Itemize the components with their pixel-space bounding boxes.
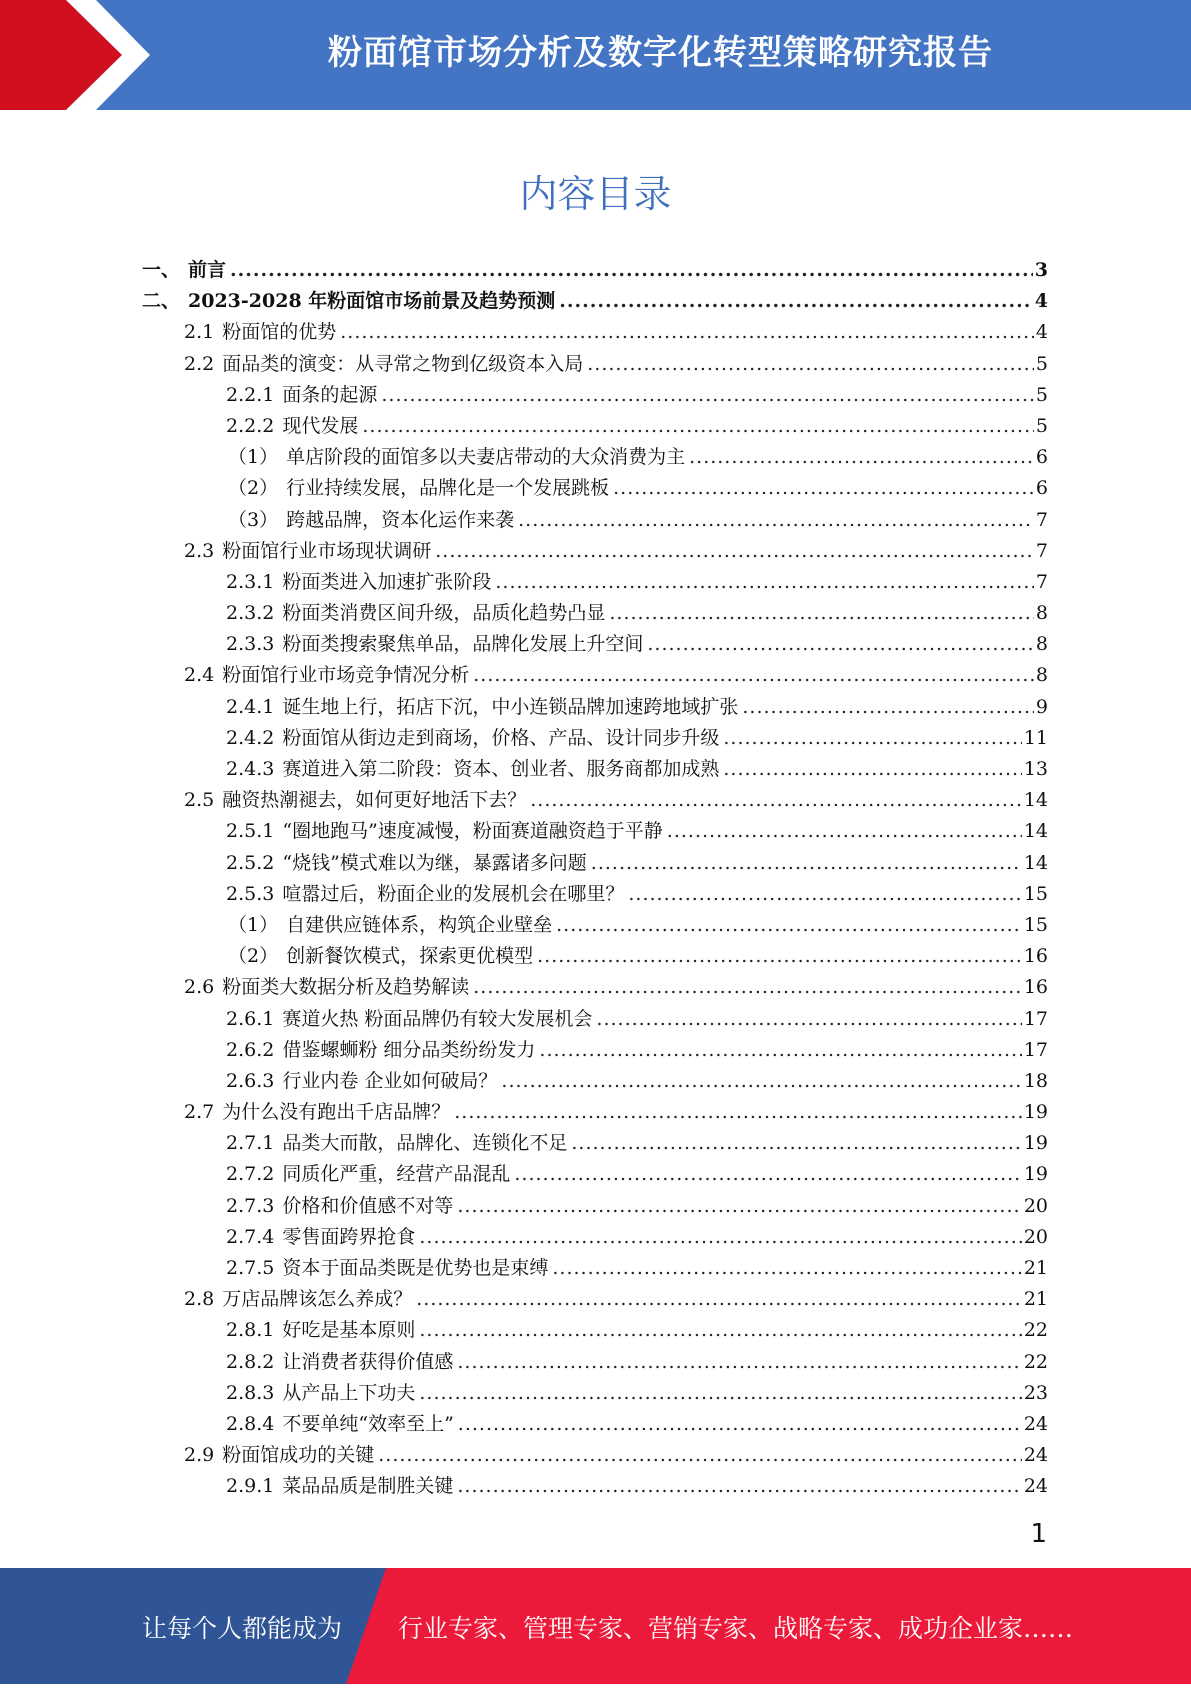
toc-dot-leader — [609, 598, 1034, 629]
toc-entry[interactable] — [142, 660, 1048, 691]
toc-entry-page: 13 — [1023, 758, 1048, 780]
toc-entry-label: 面品类的演变：从寻常之物到亿级资本入局 — [222, 352, 584, 375]
toc-entry-number: 2.3.1 — [226, 570, 275, 593]
toc-entry[interactable] — [142, 941, 1048, 972]
toc-dot-leader — [501, 1066, 1021, 1097]
toc-entry[interactable] — [142, 411, 1048, 442]
toc-entry[interactable] — [142, 1347, 1048, 1378]
toc-entry-label: 粉面类大数据分析及趋势解读 — [222, 976, 470, 999]
toc-entry-label: 粉面馆行业市场现状调研 — [222, 539, 432, 562]
toc-entry-number: （2） — [228, 945, 279, 968]
toc-entry-number: 2.7.5 — [226, 1257, 275, 1279]
toc-entry-page: 19 — [1023, 1132, 1048, 1155]
toc-entry-page: 16 — [1023, 945, 1048, 968]
toc-entry-label: 从产品上下功夫 — [282, 1381, 416, 1404]
toc-entry[interactable] — [142, 1378, 1048, 1409]
table-of-contents — [142, 255, 1048, 1503]
toc-entry[interactable] — [142, 286, 1048, 317]
toc-entry-page: 15 — [1023, 882, 1048, 905]
toc-entry-number: 2.4.3 — [226, 758, 275, 780]
toc-entry-page: 8 — [1035, 602, 1048, 625]
toc-entry[interactable] — [142, 536, 1048, 567]
toc-entry-page: 7 — [1035, 570, 1048, 593]
toc-entry-label: 跨越品牌，资本化运作来袭 — [286, 508, 515, 531]
toc-entry[interactable] — [142, 629, 1048, 660]
toc-entry-label: 喧嚣过后，粉面企业的发展机会在哪里？ — [282, 882, 625, 905]
toc-entry-label: 价格和价值感不对等 — [282, 1194, 454, 1217]
toc-dot-leader — [514, 1159, 1021, 1190]
toc-dot-leader — [723, 723, 1021, 754]
toc-entry-number: 2.4 — [184, 664, 215, 687]
toc-entry-label: 赛道火热 粉面品牌仍有较大发展机会 — [282, 1007, 593, 1030]
toc-entry-number: 2.7.2 — [226, 1163, 275, 1186]
toc-entry-number: （2） — [228, 477, 279, 500]
toc-entry-number: 2.9.1 — [226, 1475, 275, 1498]
toc-title: 内容目录 — [519, 172, 672, 216]
toc-entry[interactable] — [142, 473, 1048, 504]
toc-entry[interactable] — [142, 1222, 1048, 1253]
toc-dot-leader — [458, 1409, 1022, 1440]
toc-entry-page: 23 — [1023, 1381, 1048, 1404]
toc-entry-label: 融资热潮褪去，如何更好地活下去？ — [222, 789, 527, 812]
toc-dot-leader — [723, 754, 1021, 785]
footer-slogan-left: 让每个人都能成为 — [142, 1614, 343, 1643]
toc-entry-label: 自建供应链体系，构筑企业壁垒 — [286, 913, 553, 936]
toc-entry-label: 万店品牌该怎么养成？ — [222, 1288, 413, 1311]
toc-entry[interactable] — [142, 505, 1048, 536]
toc-entry-number: 2.4.1 — [226, 695, 275, 718]
toc-entry[interactable] — [142, 317, 1048, 348]
toc-entry-number: 2.7.3 — [226, 1194, 275, 1217]
toc-entry-number: 2.7.1 — [226, 1132, 275, 1155]
toc-entry-number: 2.2 — [184, 352, 215, 375]
toc-entry-number: 二、 — [142, 290, 181, 313]
toc-entry-number: 2.6.2 — [226, 1038, 275, 1061]
toc-dot-leader — [613, 473, 1034, 504]
toc-dot-leader — [457, 1347, 1021, 1378]
toc-dot-leader — [559, 286, 1032, 317]
toc-entry[interactable] — [142, 1097, 1048, 1128]
toc-dot-leader — [454, 1097, 1022, 1128]
toc-entry-page: 22 — [1023, 1350, 1048, 1373]
toc-entry-page: 11 — [1023, 726, 1048, 749]
toc-entry-page: 21 — [1023, 1257, 1048, 1279]
toc-dot-leader — [419, 1222, 1021, 1253]
toc-entry-page: 17 — [1023, 1007, 1048, 1030]
toc-dot-leader — [419, 1315, 1021, 1346]
toc-entry-page: 24 — [1023, 1412, 1048, 1435]
toc-entry-page: 4 — [1035, 321, 1048, 344]
toc-entry-label: 前言 — [188, 259, 227, 281]
toc-entry-page: 14 — [1023, 789, 1048, 812]
toc-entry-page: 5 — [1035, 383, 1048, 406]
toc-entry[interactable] — [142, 442, 1048, 473]
toc-entry-label: 粉面馆成功的关键 — [222, 1444, 375, 1467]
toc-entry[interactable] — [142, 816, 1048, 847]
toc-entry-label: 创新餐饮模式，探索更优模型 — [286, 945, 534, 968]
toc-entry-page: 5 — [1035, 414, 1048, 437]
toc-entry[interactable] — [142, 879, 1048, 910]
toc-entry-page: 8 — [1035, 633, 1048, 656]
toc-dot-leader — [473, 660, 1034, 691]
toc-entry-label: 行业持续发展，品牌化是一个发展跳板 — [286, 477, 610, 500]
toc-entry-page: 15 — [1023, 913, 1048, 936]
toc-entry[interactable] — [142, 567, 1048, 598]
toc-entry-number: 2.2.2 — [226, 414, 275, 437]
toc-entry-page: 14 — [1023, 851, 1048, 874]
toc-entry[interactable] — [142, 785, 1048, 816]
toc-entry-number: 2.8.4 — [226, 1412, 275, 1435]
toc-entry-number: 2.7.4 — [226, 1225, 275, 1248]
toc-entry-page: 24 — [1023, 1444, 1048, 1467]
toc-entry[interactable] — [142, 848, 1048, 879]
toc-entry-number: 2.1 — [184, 321, 215, 344]
toc-dot-leader — [419, 1378, 1021, 1409]
toc-entry-label: 2023-2028 年粉面馆市场前景及趋势预测 — [188, 290, 556, 313]
toc-entry-label: 粉面类搜索聚焦单品，品牌化发展上升空间 — [282, 633, 644, 656]
toc-entry-label: 好吃是基本原则 — [282, 1319, 416, 1342]
toc-dot-leader — [457, 1191, 1021, 1222]
toc-dot-leader — [457, 1471, 1021, 1502]
toc-entry[interactable] — [142, 910, 1048, 941]
toc-entry-number: 2.3.3 — [226, 633, 275, 656]
toc-dot-leader — [230, 255, 1033, 286]
toc-entry-number: 2.6 — [184, 976, 215, 999]
toc-entry[interactable] — [142, 1159, 1048, 1190]
toc-entry-page: 6 — [1035, 477, 1048, 500]
toc-dot-leader — [362, 411, 1034, 442]
toc-dot-leader — [378, 1440, 1022, 1471]
footer-slogan-right: 行业专家、管理专家、营销专家、战略专家、成功企业家…… — [398, 1614, 1074, 1643]
toc-entry[interactable] — [142, 1128, 1048, 1159]
toc-entry-page: 7 — [1035, 508, 1048, 531]
toc-entry[interactable] — [142, 723, 1048, 754]
toc-entry[interactable] — [142, 1409, 1048, 1440]
report-title: 粉面馆市场分析及数字化转型策略研究报告 — [328, 33, 993, 73]
toc-dot-leader — [518, 505, 1034, 536]
toc-dot-leader — [647, 629, 1034, 660]
toc-entry-label: 行业内卷 企业如何破局？ — [282, 1069, 498, 1092]
toc-entry-label: 借鉴螺蛳粉 细分品类纷纷发力 — [282, 1038, 536, 1061]
toc-dot-leader — [416, 1284, 1022, 1315]
toc-entry[interactable] — [142, 598, 1048, 629]
toc-entry-label: 粉面类消费区间升级，品质化趋势凸显 — [282, 602, 606, 625]
toc-entry-label: 诞生地上行，拓店下沉，中小连锁品牌加速跨地域扩张 — [282, 695, 739, 718]
toc-dot-leader — [571, 1128, 1021, 1159]
toc-entry-page: 8 — [1035, 664, 1048, 687]
toc-entry-page: 21 — [1023, 1288, 1048, 1311]
toc-dot-leader — [742, 692, 1034, 723]
toc-entry-number: 一、 — [142, 259, 181, 281]
toc-entry-number: 2.6.3 — [226, 1069, 275, 1092]
toc-entry-page: 17 — [1023, 1038, 1048, 1061]
toc-dot-leader — [340, 317, 1034, 348]
toc-entry-label: 让消费者获得价值感 — [282, 1350, 454, 1373]
toc-entry-page: 19 — [1023, 1163, 1048, 1186]
toc-entry-label: 不要单纯“效率至上” — [282, 1412, 454, 1435]
toc-entry[interactable] — [142, 1191, 1048, 1222]
toc-entry-page: 6 — [1035, 446, 1048, 469]
toc-entry[interactable] — [142, 692, 1048, 723]
toc-entry[interactable] — [142, 1066, 1048, 1097]
toc-entry-label: 粉面馆从街边走到商场，价格、产品、设计同步升级 — [282, 726, 720, 749]
toc-entry[interactable] — [142, 1253, 1048, 1284]
toc-dot-leader — [556, 910, 1022, 941]
toc-entry[interactable] — [142, 1471, 1048, 1502]
footer-banner — [0, 1568, 1191, 1684]
toc-entry-number: 2.4.2 — [226, 726, 275, 749]
toc-entry-label: 单店阶段的面馆多以夫妻店带动的大众消费为主 — [286, 446, 686, 469]
toc-entry-page: 7 — [1035, 539, 1048, 562]
toc-entry[interactable] — [142, 380, 1048, 411]
toc-dot-leader — [689, 442, 1034, 473]
toc-entry-number: 2.8.3 — [226, 1381, 275, 1404]
toc-entry-label: “圈地跑马”速度减慢，粉面赛道融资趋于平静 — [282, 820, 663, 843]
toc-entry-page: 5 — [1035, 352, 1048, 375]
toc-entry-label: 品类大而散，品牌化、连锁化不足 — [282, 1132, 568, 1155]
header-banner — [0, 0, 1191, 110]
toc-entry-number: 2.8 — [184, 1288, 215, 1311]
toc-entry-page: 22 — [1023, 1319, 1048, 1342]
toc-entry-number: 2.2.1 — [226, 383, 275, 406]
toc-entry-number: 2.8.1 — [226, 1319, 275, 1342]
toc-entry-label: 资本于面品类既是优势也是束缚 — [282, 1257, 549, 1279]
toc-entry-page: 20 — [1023, 1225, 1048, 1248]
toc-entry-number: （1） — [228, 446, 279, 469]
toc-entry-number: （3） — [228, 508, 279, 531]
toc-entry-number: 2.9 — [184, 1444, 215, 1467]
toc-entry-page: 18 — [1023, 1069, 1048, 1092]
header-chevron-graphic — [0, 0, 180, 110]
toc-dot-leader — [667, 816, 1022, 847]
toc-entry[interactable] — [142, 1004, 1048, 1035]
toc-entry-number: 2.3.2 — [226, 602, 275, 625]
toc-dot-leader — [495, 567, 1034, 598]
toc-entry-label: 赛道进入第二阶段：资本、创业者、服务商都加成熟 — [282, 758, 720, 780]
toc-dot-leader — [435, 536, 1034, 567]
toc-entry-label: 同质化严重，经营产品混乱 — [282, 1163, 511, 1186]
toc-entry-number: 2.5.3 — [226, 882, 275, 905]
toc-entry[interactable] — [142, 1315, 1048, 1346]
toc-entry[interactable] — [142, 349, 1048, 380]
toc-dot-leader — [552, 1253, 1021, 1284]
toc-entry-label: 粉面类进入加速扩张阶段 — [282, 570, 492, 593]
toc-entry-label: 粉面馆的优势 — [222, 321, 337, 344]
toc-dot-leader — [587, 349, 1034, 380]
toc-entry-label: 零售面跨界抢食 — [282, 1225, 416, 1248]
toc-dot-leader — [537, 941, 1022, 972]
toc-entry-label: 为什么没有跑出千店品牌？ — [222, 1101, 451, 1124]
toc-entry-label: “烧钱”模式难以为继，暴露诸多问题 — [282, 851, 587, 874]
toc-entry-number: 2.8.2 — [226, 1350, 275, 1373]
toc-dot-leader — [628, 879, 1021, 910]
toc-entry-page: 24 — [1023, 1475, 1048, 1498]
toc-entry-label: 粉面馆行业市场竞争情况分析 — [222, 664, 470, 687]
toc-entry[interactable] — [142, 1035, 1048, 1066]
toc-entry-number: 2.5.2 — [226, 851, 275, 874]
toc-entry-number: 2.6.1 — [226, 1007, 275, 1030]
toc-entry-number: 2.7 — [184, 1101, 215, 1124]
page-number: 1 — [1030, 1519, 1047, 1549]
toc-dot-leader — [381, 380, 1034, 411]
toc-dot-leader — [530, 785, 1022, 816]
toc-entry-number: 2.5.1 — [226, 820, 275, 843]
toc-entry[interactable] — [142, 1440, 1048, 1471]
toc-entry-page: 16 — [1023, 976, 1048, 999]
toc-entry-page: 14 — [1023, 820, 1048, 843]
toc-entry[interactable] — [142, 972, 1048, 1003]
toc-entry-page: 19 — [1023, 1101, 1048, 1124]
toc-entry-number: （1） — [228, 913, 279, 936]
toc-entry-label: 现代发展 — [282, 414, 359, 437]
toc-dot-leader — [539, 1035, 1021, 1066]
toc-dot-leader — [591, 848, 1022, 879]
toc-dot-leader — [473, 972, 1022, 1003]
toc-entry[interactable] — [142, 1284, 1048, 1315]
toc-entry-page: 3 — [1034, 259, 1048, 281]
toc-dot-leader — [596, 1004, 1021, 1035]
toc-entry[interactable] — [142, 754, 1048, 785]
toc-entry-label: 面条的起源 — [282, 383, 378, 406]
toc-entry-number: 2.3 — [184, 539, 215, 562]
toc-entry-page: 20 — [1023, 1194, 1048, 1217]
toc-entry[interactable] — [142, 255, 1048, 286]
toc-entry-page: 4 — [1034, 290, 1048, 313]
toc-entry-number: 2.5 — [184, 789, 215, 812]
toc-entry-page: 9 — [1035, 695, 1048, 718]
toc-entry-label: 菜品品质是制胜关键 — [282, 1475, 454, 1498]
